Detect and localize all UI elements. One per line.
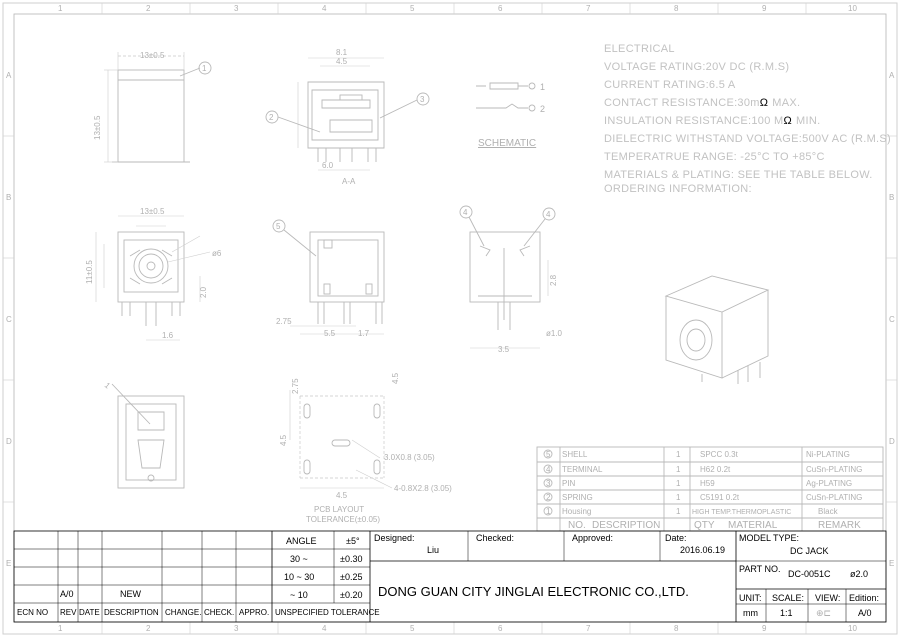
mat-row2-remark: Ag-PLATING — [806, 479, 853, 488]
schematic-pin-1: 1 — [540, 82, 546, 92]
mat-row2-material: H59 — [700, 479, 715, 488]
mat-header-no: NO. — [568, 520, 586, 531]
pcb-title: PCB LAYOUT — [314, 505, 365, 514]
zone-left-b: B — [6, 193, 12, 202]
designed-label: Designed: — [374, 533, 415, 543]
side-right-dim: 1.7 — [358, 329, 370, 338]
section-bottom-dim: 6.0 — [322, 161, 334, 170]
section-view — [266, 48, 429, 186]
mat-row4-remark: Black — [818, 507, 838, 516]
schematic-label: SCHEMATIC — [478, 138, 537, 149]
mat-header-remark: REMARK — [818, 520, 861, 531]
company-name: DONG GUAN CITY JINGLAI ELECTRONIC CO.,LTD. — [378, 584, 689, 599]
mat-row1-qty: 1 — [676, 465, 681, 474]
pcb-hole-dim-1: 3.0X0.8 (3.05) — [384, 453, 435, 462]
side-view — [273, 220, 384, 338]
zone-left-a: A — [6, 71, 12, 80]
rev-header-ecn: ECN NO — [17, 608, 49, 617]
mat-row4-no: 1 — [546, 507, 551, 516]
spec-line-4 — [604, 115, 820, 127]
zone-right-a: A — [889, 71, 895, 80]
model-type-value: DC JACK — [790, 546, 829, 556]
mat-row2-no: 3 — [546, 479, 551, 488]
rear-height-dim: 2.8 — [549, 274, 558, 286]
front-pin-dim: 2.0 — [199, 286, 208, 298]
zone-top-5: 5 — [410, 4, 415, 13]
mat-row0-remark: Ni-PLATING — [806, 450, 850, 459]
rev-header-date: DATE — [79, 608, 100, 617]
section-mid-dim: 4.5 — [336, 57, 348, 66]
zone-top-10: 10 — [848, 4, 857, 13]
tol-row0-tol: ±0.30 — [340, 554, 363, 564]
rear-bottom-dim: 3.5 — [498, 345, 510, 354]
tol-footer: UNSPECIFIED TOLERANCE — [275, 608, 380, 617]
pcb-v1-dim: 2.75 — [291, 378, 300, 394]
zone-bottom-8: 8 — [674, 624, 679, 633]
zone-bottom-10: 10 — [848, 624, 857, 633]
mat-header-desc: DESCRIPTION — [592, 520, 661, 531]
mat-row3-no: 2 — [546, 493, 551, 502]
spec-line-1: VOLTAGE RATING:20V DC (R.M.S) — [604, 61, 790, 73]
rev-header-rev: REV — [60, 608, 77, 617]
bottom-view — [103, 381, 184, 488]
rear-diam-dim: ø1.0 — [546, 329, 563, 338]
zone-bottom-6: 6 — [498, 624, 503, 633]
mat-row0-material: SPCC 0.3t — [700, 450, 738, 459]
rev-row-rev: A/0 — [60, 589, 74, 599]
tol-row2-range: ~ 10 — [290, 590, 308, 600]
tol-row0-range: 30 ~ — [290, 554, 308, 564]
zone-top-2: 2 — [146, 4, 151, 13]
edition-value: A/0 — [858, 608, 872, 618]
materials-table — [537, 447, 883, 531]
spec-line-0: ELECTRICAL — [604, 43, 675, 55]
zone-numbers-bottom — [58, 624, 857, 633]
date-value: 2016.06.19 — [680, 545, 726, 555]
isometric-view — [666, 276, 768, 384]
tol-col-angle: ANGLE — [286, 536, 317, 546]
view-label: VIEW: — [815, 593, 841, 603]
insulation-resistance-text: INSULATION RESISTANCE:100 M — [604, 115, 784, 127]
rev-header-check: CHECK. — [204, 608, 235, 617]
projection-icon: ⊕⊏ — [816, 608, 832, 618]
bottom-callout: 1 — [102, 380, 112, 391]
scale-value: 1:1 — [780, 608, 793, 618]
contact-ohm-symbol: Ω — [759, 97, 769, 109]
date-label: Date: — [665, 533, 687, 543]
mat-row0-no: 5 — [546, 450, 551, 459]
contact-suffix: MAX. — [772, 97, 801, 109]
callout-4a: 4 — [463, 208, 468, 217]
zone-left-c: C — [6, 315, 12, 324]
zone-top-3: 3 — [234, 4, 239, 13]
mat-row0-desc: SHELL — [562, 450, 588, 459]
mat-row4-desc: Housing — [562, 507, 592, 516]
front-view — [85, 207, 222, 340]
rear-view — [460, 206, 563, 354]
mat-row3-remark: CuSn-PLATING — [806, 493, 863, 502]
top-height-dim: 13±0.5 — [93, 115, 102, 140]
top-view — [93, 51, 211, 162]
scale-label: SCALE: — [772, 593, 805, 603]
callout-1: 1 — [202, 64, 207, 73]
unit-value: mm — [743, 608, 758, 618]
zone-bottom-9: 9 — [762, 624, 767, 633]
zone-top-4: 4 — [322, 4, 327, 13]
zone-right-b: B — [889, 193, 895, 202]
signature-row — [370, 531, 736, 622]
rev-header-appro: APPRO. — [239, 608, 270, 617]
unit-label: UNIT: — [739, 593, 762, 603]
checked-label: Checked: — [476, 533, 515, 543]
part-no-label: PART NO. — [739, 564, 781, 574]
section-label: A-A — [342, 177, 356, 186]
contact-resistance-text: CONTACT RESISTANCE:30m — [604, 97, 760, 109]
electrical-spec — [604, 43, 891, 195]
title-block — [14, 531, 886, 622]
zone-right-e: E — [889, 559, 895, 568]
mat-row3-material: C5191 0.2t — [700, 493, 740, 502]
mat-row1-remark: CuSn-PLATING — [806, 465, 863, 474]
spec-line-2: CURRENT RATING:6.5 A — [604, 79, 736, 91]
edition-label: Edition: — [849, 593, 880, 603]
designed-value: Liu — [427, 545, 440, 555]
zone-letters — [6, 71, 895, 568]
zone-numbers-top — [58, 4, 857, 13]
mat-row1-desc: TERMINAL — [562, 465, 603, 474]
tol-row1-range: 10 ~ 30 — [284, 572, 315, 582]
insulation-ohm-symbol: Ω — [783, 115, 792, 127]
spec-line-8: ORDERING INFORMATION: — [604, 183, 752, 195]
revision-table — [14, 531, 272, 622]
zone-bottom-1: 1 — [58, 624, 63, 633]
tol-row2-tol: ±0.20 — [340, 590, 363, 600]
insulation-suffix: MIN. — [796, 115, 821, 127]
spec-line-3 — [604, 97, 800, 109]
mat-header-material: MATERIAL — [728, 520, 778, 531]
zone-bottom-3: 3 — [234, 624, 239, 633]
zone-bottom-5: 5 — [410, 624, 415, 633]
zone-top-7: 7 — [586, 4, 591, 13]
mat-row2-desc: PIN — [562, 479, 576, 488]
zone-bottom-7: 7 — [586, 624, 591, 633]
schematic-pin-2: 2 — [540, 104, 546, 114]
front-height-dim: 11±0.5 — [85, 260, 94, 284]
mat-header-qty: QTY — [694, 520, 715, 531]
zone-right-c: C — [889, 315, 895, 324]
front-diam-dim: ø6 — [212, 249, 222, 258]
zone-top-6: 6 — [498, 4, 503, 13]
zone-top-8: 8 — [674, 4, 679, 13]
tol-row1-tol: ±0.25 — [340, 572, 363, 582]
zone-left-e: E — [6, 559, 12, 568]
rev-header-change: CHANGE. — [165, 608, 202, 617]
side-left-dim: 2.75 — [276, 317, 292, 326]
zone-top-9: 9 — [762, 4, 767, 13]
model-block — [736, 533, 886, 622]
mat-row1-material: H62 0.2t — [700, 465, 731, 474]
front-width-dim: 13±0.5 — [140, 207, 165, 216]
spec-line-5: DIELECTRIC WITHSTAND VOLTAGE:500V AC (R.M.S) — [604, 133, 892, 145]
zone-bottom-4: 4 — [322, 624, 327, 633]
mat-row1-no: 4 — [546, 465, 551, 474]
spec-line-7: MATERIALS & PLATING: SEE THE TABLE BELOW. — [604, 169, 873, 181]
callout-2: 2 — [269, 113, 274, 122]
callout-5: 5 — [276, 222, 281, 231]
tolerance-table — [272, 531, 380, 622]
zone-left-d: D — [6, 437, 12, 446]
callout-4b: 4 — [546, 210, 551, 219]
mat-row2-qty: 1 — [676, 479, 681, 488]
zone-bottom-2: 2 — [146, 624, 151, 633]
pcb-pitch-dim: 4.5 — [336, 491, 348, 500]
part-variant: ø2.0 — [850, 569, 869, 579]
callout-3: 3 — [420, 95, 425, 104]
rev-header-desc: DESCRIPTION — [104, 608, 159, 617]
approved-label: Approved: — [572, 533, 614, 543]
model-type-label: MODEL TYPE: — [739, 533, 800, 543]
spec-line-6: TEMPERATRUE RANGE: -25°C TO +85°C — [604, 151, 825, 163]
mat-row3-qty: 1 — [676, 493, 681, 502]
pcb-v2-dim: 4.5 — [391, 372, 400, 384]
mat-row4-qty: 1 — [676, 507, 681, 516]
tol-col-deg: ±5° — [346, 536, 360, 546]
rev-row-desc: NEW — [120, 589, 141, 599]
zone-top-1: 1 — [58, 4, 63, 13]
mat-row4-material: HIGH TEMP.THERMOPLASTIC — [692, 509, 792, 516]
zone-right-d: D — [889, 437, 895, 446]
mat-row0-qty: 1 — [676, 450, 681, 459]
pcb-pitch-v: 4.5 — [279, 434, 288, 446]
part-no-value: DC-0051C — [788, 569, 831, 579]
schematic — [476, 82, 545, 149]
pcb-hole-dim-2: 4-0.8X2.8 (3.05) — [394, 484, 452, 493]
top-width-dim: 13±0.5 — [140, 51, 165, 60]
front-bottom-dim: 1.6 — [162, 331, 174, 340]
mat-row3-desc: SPRING — [562, 493, 593, 502]
pcb-tolerance: TOLERANCE(±0.05) — [306, 515, 381, 524]
side-mid-dim: 5.5 — [324, 329, 336, 338]
pcb-layout — [279, 372, 452, 524]
section-top-dim: 8.1 — [336, 48, 348, 57]
